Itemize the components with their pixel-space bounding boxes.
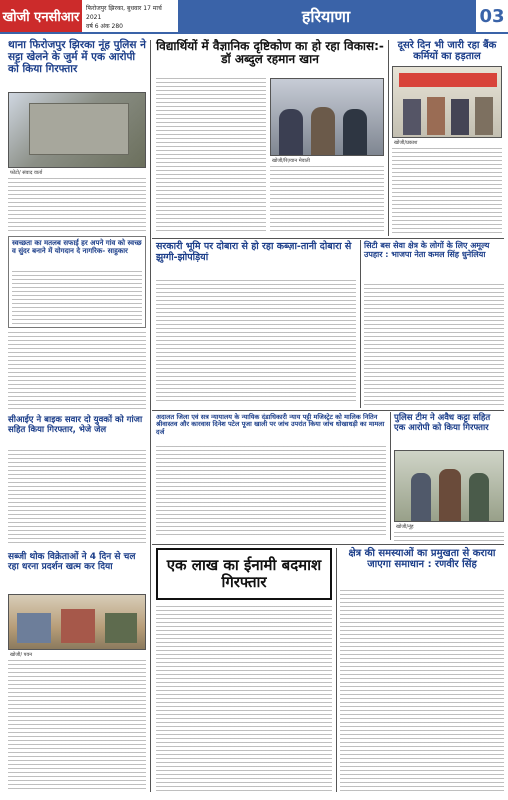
photo-veg bbox=[8, 594, 146, 650]
photo-left-top bbox=[8, 92, 146, 168]
text-column bbox=[8, 178, 146, 234]
text-column bbox=[8, 332, 146, 412]
masthead bbox=[0, 0, 508, 34]
text-column bbox=[156, 446, 386, 538]
row-divider bbox=[152, 238, 504, 239]
newspaper-logo: खोजी एनसीआर bbox=[0, 0, 82, 32]
text-column bbox=[394, 532, 504, 542]
headline-left-box: स्वच्छता का मतलब सफाई हर अपने गांव को स्वच्छ व सुंदर बनाने में योगदान दे नागरिक- साहुकार bbox=[12, 239, 142, 255]
text-column bbox=[270, 166, 384, 234]
headline-smart-city: सिटी बस सेवा क्षेत्र के लोगों के लिए अमूल्य उपहार : भाजपा नेता कमल सिंह धुनेलिया bbox=[364, 241, 490, 259]
story-box-left bbox=[8, 236, 146, 328]
text-column bbox=[340, 590, 504, 792]
row-divider bbox=[152, 544, 504, 545]
caption-veg: खोजी/ पवन bbox=[10, 652, 33, 658]
column-divider bbox=[360, 240, 361, 408]
column-divider bbox=[390, 412, 391, 540]
headline-reward: एक लाख का ईनामी बदमाश गिरफ्तार bbox=[166, 556, 322, 591]
column-divider bbox=[336, 548, 337, 792]
text-column bbox=[364, 284, 504, 408]
photo-right-top bbox=[392, 66, 502, 138]
text-column bbox=[8, 660, 146, 792]
headline-bail: अदालत जिला एवं सत्र न्यायालय के न्यायिक दंडाधिकारी न्याय पट्टी मजिस्ट्रेट को मालिक नितिन श्रीवास्तव और कारवास दिनेश पटेल पूजा खाली पर जांच उपरांत किया जांच धोखाधड़ी का मामला दर्ज bbox=[156, 413, 385, 436]
photo-center bbox=[270, 78, 384, 156]
caption-center: खोजी/रिज़्वान मेवाती bbox=[272, 158, 310, 164]
text-column bbox=[156, 78, 266, 234]
headline-right-top: दूसरे दिन भी जारी रहा बैंक कर्मियों का हड़ताल bbox=[397, 40, 497, 63]
text-column bbox=[12, 271, 142, 325]
date-line-1: फिरोजपुर झिरका, बुधवार 17 मार्च 2021 bbox=[86, 5, 162, 21]
page-number: 03 bbox=[474, 0, 508, 32]
row-divider bbox=[152, 410, 504, 411]
text-column bbox=[392, 148, 502, 236]
headline-left-top: थाना फिरोजपुर झिरका नूंह पुलिस ने सट्टा खेलने के जुर्म में एक आरोपी को किया गिरफ्तार bbox=[8, 39, 146, 75]
headline-veg: सब्जी थोक विक्रेताओं ने 4 दिन से चल रहा धरना प्रदर्शन खत्म कर दिया bbox=[8, 552, 136, 573]
text-column bbox=[156, 280, 356, 404]
text-column bbox=[156, 606, 332, 792]
caption-right-top: खोजी/प्रकाश bbox=[394, 140, 418, 146]
date-line-2: वर्ष 6 अंक 280 bbox=[86, 23, 123, 30]
column-divider bbox=[388, 40, 389, 236]
headline-center: विद्यार्थियों में वैज्ञानिक दृष्टिकोण का हो रहा विकास:- डॉ अब्दुल रहमान खान bbox=[156, 39, 384, 67]
headline-cia: सीआईए ने बाइक सवार दो युवकों को गांजा सहित किया गिरफ्तार, भेजे जेल bbox=[8, 415, 143, 435]
dateline bbox=[82, 0, 178, 32]
caption-left-top: फोटो/ संवाद वार्ता bbox=[10, 170, 43, 176]
headline-govt-land: सरकारी भूमि पर दोबारा से हो रहा कब्ज़ा-तानी दोबारा से झुग्गी-झोपड़ियां bbox=[156, 241, 352, 263]
headline-police: पुलिस टीम ने अवैध कट्टा सहित एक आरोपी को किया गिरफ्तार bbox=[394, 413, 491, 433]
section-title: हरियाणा bbox=[178, 0, 474, 32]
photo-police bbox=[394, 450, 504, 522]
reward-headline-box bbox=[156, 548, 332, 600]
text-column bbox=[8, 450, 146, 546]
headline-ranvir: क्षेत्र की समस्याओं का प्रमुखता से कराया जाएगा समाधान : रणवीर सिंह bbox=[348, 548, 496, 571]
caption-police: खोजी/नूंह bbox=[396, 524, 414, 530]
column-divider bbox=[150, 40, 151, 792]
